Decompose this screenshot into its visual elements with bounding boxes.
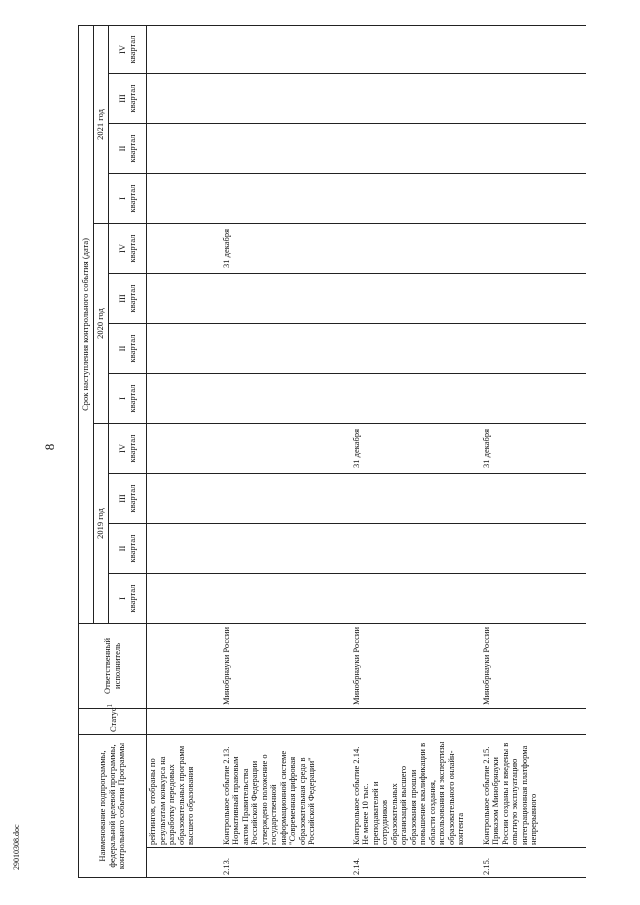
row-date-cell bbox=[147, 124, 221, 174]
row-executor: Минобрнауки России bbox=[351, 624, 481, 709]
row-date-cell bbox=[221, 224, 351, 274]
quarter-word: квартал bbox=[126, 284, 137, 313]
row-date-cell bbox=[221, 25, 351, 73]
row-date-cell bbox=[221, 124, 351, 174]
row-date-cell bbox=[351, 124, 481, 174]
quarter-word: квартал bbox=[126, 134, 137, 163]
row-date-cell bbox=[221, 324, 351, 374]
row-date-cell bbox=[481, 374, 586, 424]
row-name: Контрольное событие 2.15. Приказом Минобрнауки России созданы и введены в опытную эксплуатацию интеграционная платформа непрерывного bbox=[481, 735, 586, 848]
header-quarter bbox=[109, 574, 147, 624]
header-quarter bbox=[109, 324, 147, 374]
quarter-number: IV bbox=[116, 44, 127, 54]
row-date-cell bbox=[351, 574, 481, 624]
quarter-number: II bbox=[116, 545, 127, 552]
row-date-cell bbox=[481, 124, 586, 174]
quarter-word: квартал bbox=[126, 534, 137, 563]
header-quarter bbox=[109, 424, 147, 474]
row-date-cell bbox=[147, 574, 221, 624]
table-row bbox=[221, 25, 351, 877]
quarter-word: квартал bbox=[126, 434, 137, 463]
row-date-cell bbox=[221, 374, 351, 424]
quarter-number: II bbox=[116, 345, 127, 352]
table-row bbox=[147, 25, 221, 877]
deadline-date: 31 декабря bbox=[220, 229, 231, 268]
row-date-cell bbox=[481, 474, 586, 524]
row-date-cell bbox=[147, 424, 221, 474]
row-date-cell bbox=[351, 424, 481, 474]
quarter-number: IV bbox=[116, 244, 127, 253]
header-quarter bbox=[109, 25, 147, 73]
row-status bbox=[147, 709, 221, 735]
header-quarter bbox=[109, 524, 147, 574]
row-number bbox=[147, 848, 221, 878]
row-date-cell bbox=[351, 25, 481, 73]
row-date-cell bbox=[351, 74, 481, 124]
quarter-number: IV bbox=[116, 444, 127, 453]
quarter-word: квартал bbox=[126, 234, 137, 263]
header-quarter bbox=[109, 274, 147, 324]
row-date-cell bbox=[481, 424, 586, 474]
quarter-number: III bbox=[116, 94, 127, 103]
quarter-word: квартал bbox=[126, 334, 137, 363]
row-date-cell bbox=[351, 524, 481, 574]
row-number: 2.15. bbox=[481, 848, 586, 878]
row-date-cell bbox=[481, 574, 586, 624]
quarter-word: квартал bbox=[126, 184, 137, 213]
row-date-cell bbox=[351, 174, 481, 224]
header-quarter bbox=[109, 224, 147, 274]
row-date-cell bbox=[481, 274, 586, 324]
row-name: рейтингов, отобраны по результатам конкурса на разработку передовых образовательных программ высшего образования bbox=[147, 735, 221, 848]
row-executor: Минобрнауки России bbox=[221, 624, 351, 709]
row-date-cell bbox=[147, 474, 221, 524]
row-date-cell bbox=[221, 274, 351, 324]
row-date-cell bbox=[147, 274, 221, 324]
quarter-word: квартал bbox=[126, 35, 137, 64]
row-date-cell bbox=[221, 424, 351, 474]
row-date-cell bbox=[481, 74, 586, 124]
row-date-cell bbox=[221, 74, 351, 124]
row-date-cell bbox=[147, 224, 221, 274]
quarter-word: квартал bbox=[126, 84, 137, 113]
row-date-cell bbox=[481, 174, 586, 224]
quarter-word: квартал bbox=[126, 584, 137, 613]
row-date-cell bbox=[221, 574, 351, 624]
row-date-cell bbox=[221, 174, 351, 224]
quarter-number: III bbox=[116, 294, 127, 303]
row-date-cell bbox=[221, 474, 351, 524]
quarter-number: III bbox=[116, 494, 127, 503]
quarter-number: I bbox=[116, 597, 127, 600]
header-year: 2019 год bbox=[94, 424, 109, 624]
row-executor bbox=[147, 624, 221, 709]
deadline-date: 31 декабря bbox=[480, 429, 491, 468]
schedule-table-sheet bbox=[78, 26, 550, 878]
row-date-cell bbox=[351, 224, 481, 274]
row-date-cell bbox=[147, 324, 221, 374]
schedule-table bbox=[78, 25, 586, 878]
row-date-cell bbox=[351, 474, 481, 524]
quarter-number: II bbox=[116, 145, 127, 152]
header-deadline: Срок наступления контрольного события (дата) bbox=[79, 25, 94, 623]
row-name: Контрольное событие 2.14. Не менее 10 тыс. преподавателей и сотрудников образовательных организаций высшего образования прошли повышение квалификации в области создания, использования и экспертизы образовательного онлайн-контента bbox=[351, 735, 481, 848]
row-date-cell bbox=[221, 524, 351, 574]
header-year: 2021 год bbox=[94, 25, 109, 223]
table-row bbox=[481, 25, 586, 877]
row-date-cell bbox=[147, 25, 221, 73]
row-date-cell bbox=[481, 524, 586, 574]
row-date-cell bbox=[481, 224, 586, 274]
quarter-number: I bbox=[116, 397, 127, 400]
row-date-cell bbox=[351, 274, 481, 324]
deadline-date: 31 декабря bbox=[350, 429, 361, 468]
quarter-word: квартал bbox=[126, 484, 137, 513]
row-number: 2.14. bbox=[351, 848, 481, 878]
row-date-cell bbox=[147, 174, 221, 224]
header-executor: Ответственный исполнитель bbox=[79, 624, 147, 709]
row-date-cell bbox=[481, 25, 586, 73]
header-status: Статус$^1$ bbox=[79, 709, 147, 735]
header-name: Наименование подпрограммы, федеральной целевой программы, контрольного события Программы bbox=[79, 735, 147, 878]
header-year: 2020 год bbox=[94, 224, 109, 424]
row-status bbox=[481, 709, 586, 735]
header-quarter bbox=[109, 124, 147, 174]
header-quarter bbox=[109, 474, 147, 524]
row-name: Контрольное событие 2.13. Нормативный правовым актом Правительства Российской Федерации утверждено положение о государственной информационной системе "Современная цифровая образовательная среда в Российской Федерации" bbox=[221, 735, 351, 848]
row-date-cell bbox=[147, 374, 221, 424]
row-status bbox=[221, 709, 351, 735]
header-quarter bbox=[109, 374, 147, 424]
quarter-number: I bbox=[116, 197, 127, 200]
row-executor: Минобрнауки России bbox=[481, 624, 586, 709]
header-quarter bbox=[109, 74, 147, 124]
header-quarter bbox=[109, 174, 147, 224]
row-number: 2.13. bbox=[221, 848, 351, 878]
row-date-cell bbox=[481, 324, 586, 374]
row-date-cell bbox=[147, 74, 221, 124]
row-date-cell bbox=[147, 524, 221, 574]
table-row bbox=[351, 25, 481, 877]
row-status bbox=[351, 709, 481, 735]
row-date-cell bbox=[351, 374, 481, 424]
row-date-cell bbox=[351, 324, 481, 374]
quarter-word: квартал bbox=[126, 384, 137, 413]
